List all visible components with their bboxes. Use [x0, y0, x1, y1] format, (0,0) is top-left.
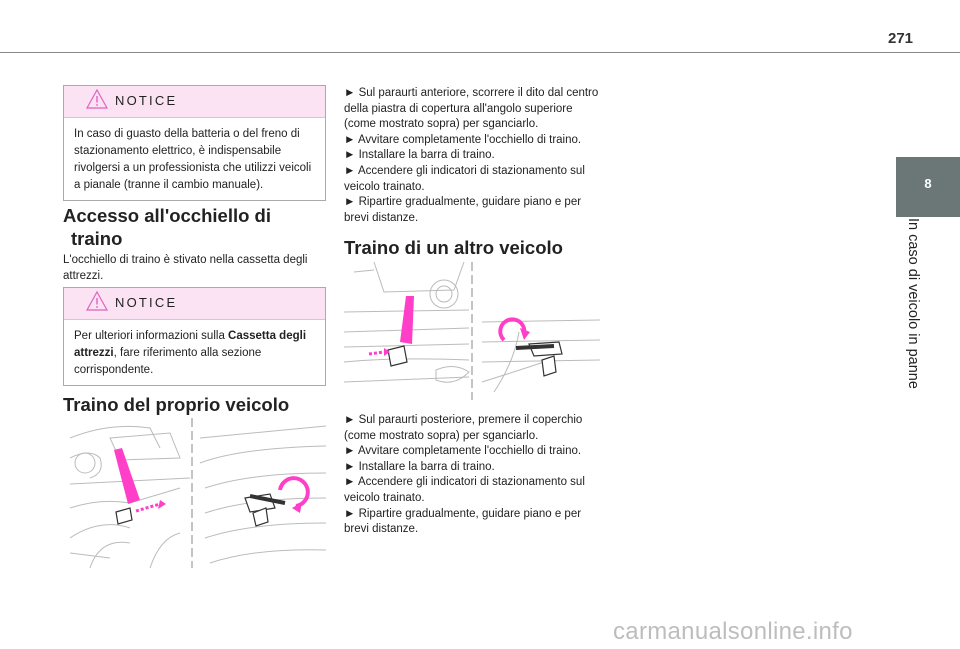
notice-text: In caso di guasto della batteria o del freno di stazionamento elettrico, è indispensabile rivolgersi a un professionista che utilizzi veicoli a pianale (tranne il cambio manuale).: [64, 117, 325, 200]
section-title-other-vehicle: Traino di un altro veicolo: [344, 237, 563, 258]
notice-text-before: Per ulteriori informazioni sulla: [74, 330, 229, 342]
section-title-access-line2: traino: [71, 228, 123, 249]
page-number: 271: [888, 30, 914, 47]
step-item: ► Sul paraurti anteriore, scorrere il dito dal centro della piastra di copertura all'angolo superiore (come mostrato sopra) per sganciarlo.: [344, 87, 599, 131]
header-divider: [0, 52, 960, 53]
rear-towing-illustration: [344, 262, 600, 400]
notice-text-after: , fare riferimento alla sezione corrispondente.: [74, 347, 262, 376]
chapter-tab[interactable]: [896, 157, 960, 217]
section-title-access: [63, 204, 333, 250]
notice-header: [64, 288, 325, 319]
section-title-own-vehicle: Traino del proprio veicolo: [63, 394, 290, 415]
step-item: ► Avvitare completamente l'occhiello di traino.: [344, 133, 582, 146]
warning-triangle-icon: [86, 89, 108, 109]
step-item: ► Avvitare completamente l'occhiello di traino.: [344, 445, 582, 458]
chapter-number: 8: [924, 176, 932, 191]
notice-box: [63, 287, 326, 386]
notice-label: NOTICE: [115, 295, 178, 310]
step-item: ► Accendere gli indicatori di stazionamento sul veicolo trainato.: [344, 476, 585, 504]
step-item: ► Ripartire gradualmente, guidare piano e per brevi distanze.: [344, 196, 582, 224]
step-item: ► Accendere gli indicatori di stazionamento sul veicolo trainato.: [344, 164, 585, 193]
rear-bumper-figure: [344, 262, 600, 400]
front-tow-steps: [344, 86, 602, 226]
notice-box: [63, 85, 326, 201]
warning-triangle-icon: [86, 291, 108, 311]
step-item: ► Installare la barra di traino.: [344, 460, 495, 473]
chapter-title: In caso di veicolo in panne: [905, 218, 921, 389]
step-item: ► Ripartire gradualmente, guidare piano e per brevi distanze.: [344, 507, 582, 536]
toolbox-link[interactable]: Cassetta degli attrezzi: [74, 330, 307, 359]
step-item: ► Installare la barra di traino.: [344, 149, 495, 162]
section-access-text: L'occhiello di traino è stivato nella cassetta degli attrezzi.: [63, 254, 308, 282]
notice-text: [64, 319, 325, 385]
step-item: ► Sul paraurti posteriore, premere il coperchio (come mostrato sopra) per sganciarlo.: [344, 414, 583, 442]
notice-label: NOTICE: [115, 93, 178, 108]
section-title-access-line1: Accesso all'occhiello di: [63, 205, 271, 226]
notice-header: [64, 86, 325, 117]
front-towing-illustration: [70, 418, 326, 568]
front-bumper-figure: [70, 418, 326, 568]
rear-tow-steps: [344, 413, 602, 538]
watermark: carmanualsonline.info: [613, 618, 853, 645]
